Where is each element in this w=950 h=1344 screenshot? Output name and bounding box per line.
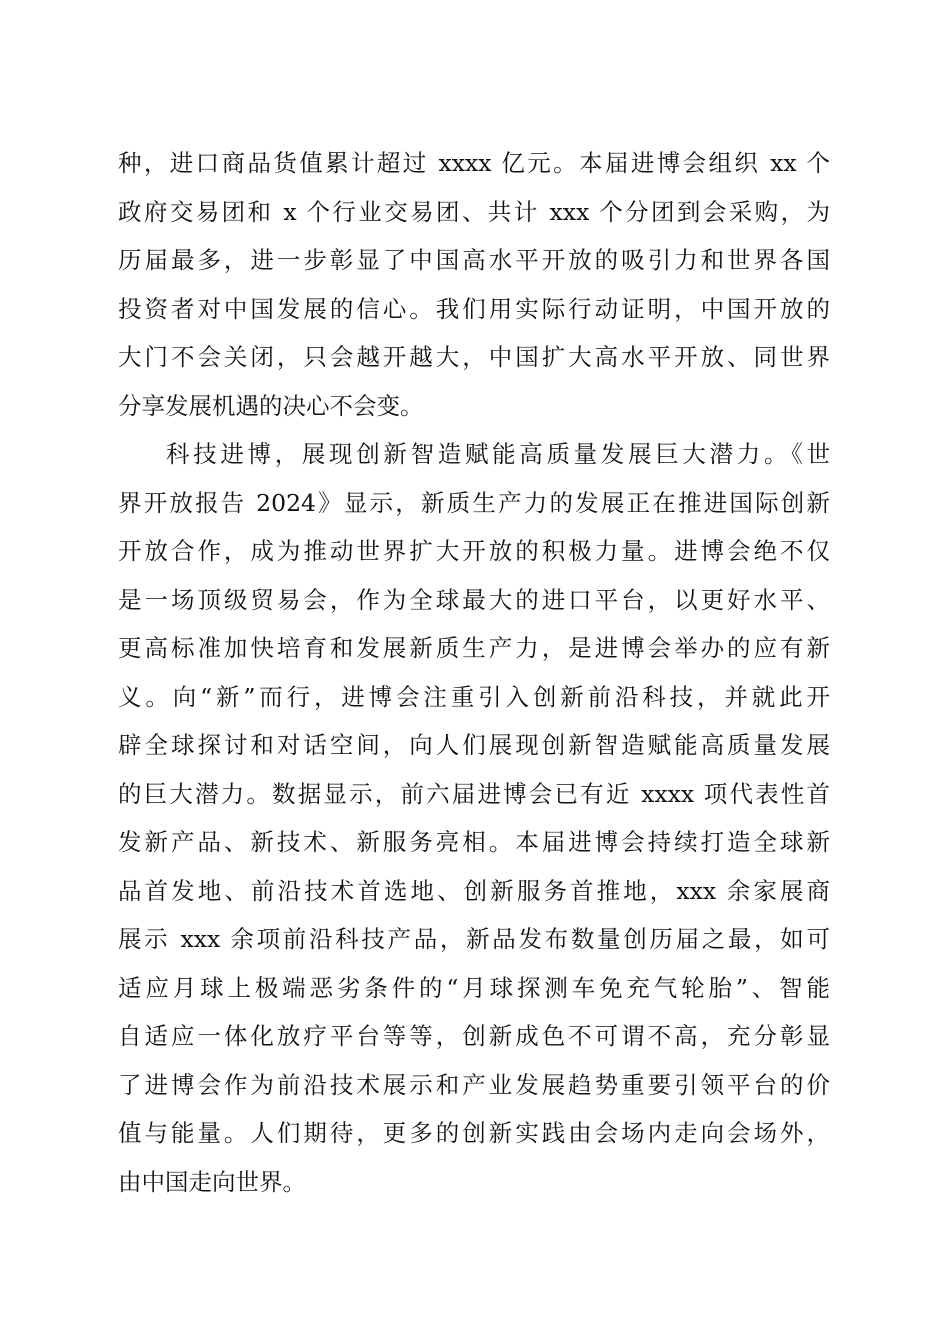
text-line: 适应月球上极端恶劣条件的“月球探测车免充气轮胎”、智能: [118, 973, 830, 1002]
text-line: 辟全球探讨和对话空间，向人们展现创新智造赋能高质量发展: [118, 731, 830, 759]
text-line: 界开放报告 2024》显示，新质生产力的发展正在推进国际创新: [118, 488, 830, 517]
paragraph-1: [118, 139, 830, 430]
text-line: 投资者对中国发展的信心。我们用实际行动证明，中国开放的: [118, 294, 830, 323]
text-line: 自适应一体化放疗平台等等，创新成色不可谓不高，充分彰显: [118, 1022, 830, 1050]
text-line: 由中国走向世界。: [118, 1167, 306, 1196]
text-line: 大门不会关闭，只会越开越大，中国扩大高水平开放、同世界: [118, 343, 830, 371]
text-line: 政府交易团和 x 个行业交易团、共计 xxx 个分团到会采购，为: [118, 197, 830, 226]
text-line: 更高标准加快培育和发展新质生产力，是进博会举办的应有新: [118, 634, 830, 662]
body-text: [118, 139, 830, 1206]
text-line: 发新产品、新技术、新服务亮相。本届进博会持续打造全球新: [118, 828, 830, 856]
text-line: 义。向“新”而行，进博会注重引入创新前沿科技，并就此开: [118, 682, 830, 711]
paragraph-2: [118, 430, 830, 1206]
text-line: 品首发地、前沿技术首选地、创新服务首推地，xxx 余家展商: [118, 876, 830, 905]
text-line: 值与能量。人们期待，更多的创新实践由会场内走向会场外，: [118, 1119, 830, 1147]
text-line: 种，进口商品货值累计超过 xxxx 亿元。本届进博会组织 xx 个: [118, 149, 830, 177]
text-line: 开放合作，成为推动世界扩大开放的积极力量。进博会绝不仅: [118, 537, 830, 565]
text-line: 是一场顶级贸易会，作为全球最大的进口平台，以更好水平、: [118, 585, 830, 614]
text-line: 的巨大潜力。数据显示，前六届进博会已有近 xxxx 项代表性首: [118, 779, 830, 808]
text-line: 展示 xxx 余项前沿科技产品，新品发布数量创历届之最，如可: [118, 925, 830, 953]
text-line: 历届最多，进一步彰显了中国高水平开放的吸引力和世界各国: [118, 246, 830, 274]
text-line: 分享发展机遇的决心不会变。: [118, 391, 424, 420]
text-line: 科技进博，展现创新智造赋能高质量发展巨大潜力。《世: [166, 440, 830, 468]
text-line: 了进博会作为前沿技术展示和产业发展趋势重要引领平台的价: [118, 1070, 830, 1099]
